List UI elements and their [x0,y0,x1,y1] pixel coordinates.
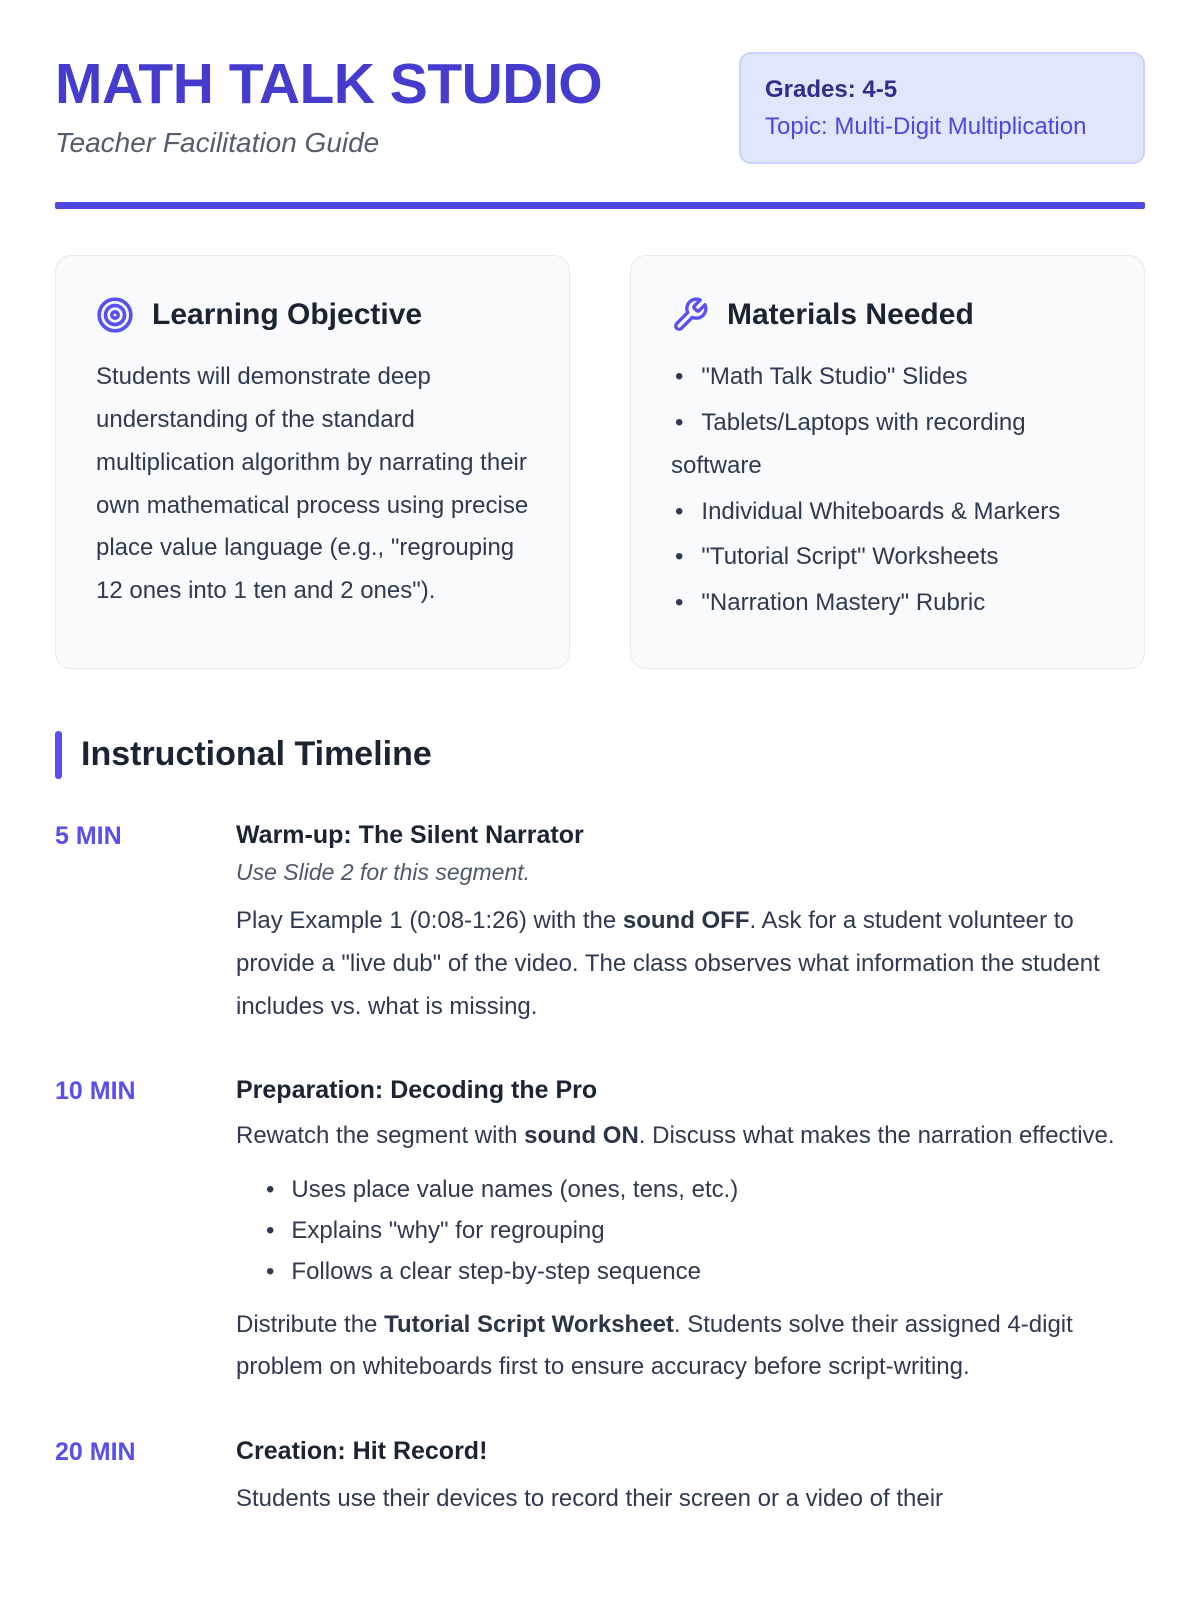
duration-label: 10 MIN [55,1077,136,1106]
wrench-icon [671,296,709,334]
timeline-row-preparation [55,1074,1145,1389]
info-cards [55,255,1145,668]
meta-badge [739,52,1145,164]
activity-title: Preparation: Decoding the Pro [236,1076,598,1105]
materials-card [630,255,1145,668]
timeline-row-creation [55,1435,1145,1520]
paragraph-segment: Students use their devices to record their screen or a video of their [236,1484,944,1512]
paragraph-bold-segment: Tutorial Script Worksheet [384,1310,674,1338]
learning-objective-card [55,255,570,668]
activity-content [236,1435,1145,1520]
header [55,52,1145,164]
discussion-point: • Uses place value names (ones, tens, etc.) [266,1170,1145,1209]
header-titles [55,52,603,159]
discussion-points-list [236,1170,1145,1292]
duration-label: 5 MIN [55,821,122,850]
learning-objective-header [96,296,529,334]
divider-rule [55,202,1145,209]
timeline-row-warmup [55,819,1145,1029]
materials-header [671,296,1104,334]
target-icon [96,296,134,334]
learning-objective-body: Students will demonstrate deep understanding of the standard multiplication algorithm by narrating their own mathematical process using precise place value language (e.g., "regrouping 12 ones into 1 ten and 2 ones"). [96,363,529,604]
duration-label: 20 MIN [55,1438,136,1467]
materials-item: • Tablets/Laptops with recording software [671,402,1104,487]
activity-content [236,1074,1145,1389]
activity-note: Use Slide 2 for this segment. [236,859,531,886]
paragraph-segment: . Ask for a student volunteer to provide a "live dub" of the video. The class observes what information the student includes vs. what is missing. [236,907,1100,1020]
timeline-section-header [55,731,1145,779]
section-accent-bar [55,731,62,779]
paragraph-segment: Play Example 1 (0:08-1:26) with the [236,907,623,935]
paragraph-bold-segment: sound ON [524,1121,639,1149]
grades-label: Grades: 4-5 [765,76,898,103]
paragraph-segment: . Discuss what makes the narration effective. [638,1121,1115,1149]
activity-paragraph [236,900,1145,1028]
paragraph-segment: Rewatch the segment with [236,1121,525,1149]
topic-label: Topic: Multi-Digit Multiplication [765,113,1087,141]
activity-title: Creation: Hit Record! [236,1437,488,1466]
activity-content [236,819,1145,1029]
discussion-point: • Follows a clear step-by-step sequence [266,1252,1145,1291]
materials-item: • Individual Whiteboards & Markers [671,491,1104,534]
materials-title: Materials Needed [727,298,974,332]
paragraph-bold-segment: sound OFF [622,907,750,935]
paragraph-segment: Distribute the [236,1310,385,1338]
page-subtitle: Teacher Facilitation Guide [55,126,380,158]
materials-item: • "Tutorial Script" Worksheets [671,536,1104,579]
materials-item: • "Narration Mastery" Rubric [671,582,1104,625]
activity-paragraph [236,1478,1145,1521]
learning-objective-title: Learning Objective [152,298,423,332]
activity-paragraph [236,1115,1145,1158]
page-title: MATH TALK STUDIO [55,52,603,116]
materials-item: • "Math Talk Studio" Slides [671,356,1104,399]
activity-title: Warm-up: The Silent Narrator [236,820,584,849]
activity-paragraph [236,1304,1145,1389]
timeline-section-title: Instructional Timeline [81,735,432,774]
materials-list [671,356,1104,624]
discussion-point: • Explains "why" for regrouping [266,1211,1145,1250]
paragraph-segment: . Students solve their assigned 4-digit problem on whiteboards first to ensure accuracy before script-writing. [236,1310,1073,1381]
